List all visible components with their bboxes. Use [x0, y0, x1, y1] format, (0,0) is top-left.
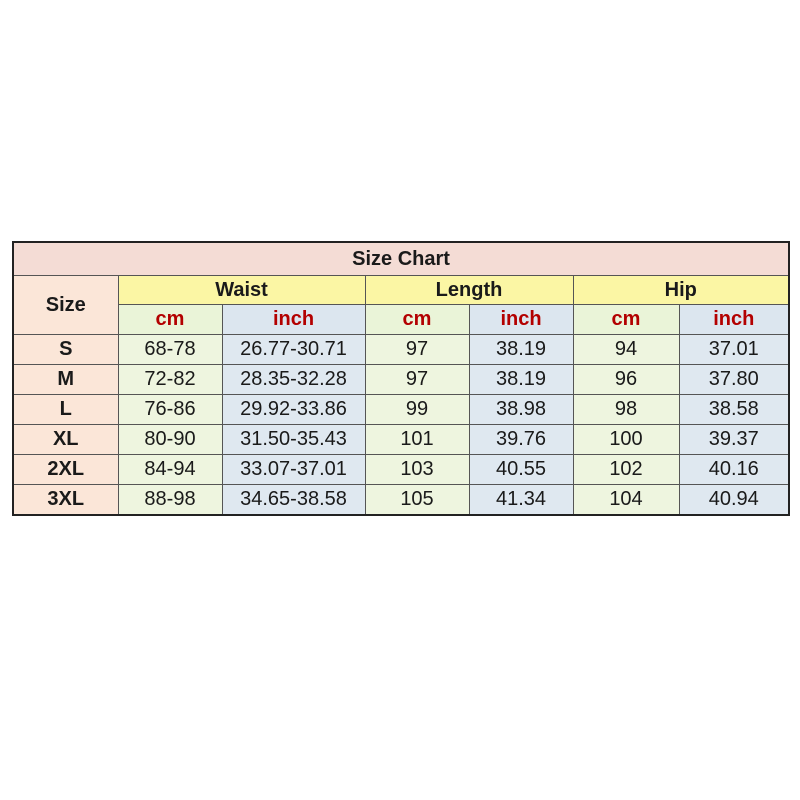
length-inch-value: 39.76 — [469, 425, 573, 455]
length-inch-header: inch — [469, 305, 573, 335]
hip-inch-header: inch — [679, 305, 789, 335]
hip-cm-value: 94 — [573, 335, 679, 365]
waist-cm-value: 88-98 — [118, 485, 222, 516]
length-cm-value: 103 — [365, 455, 469, 485]
waist-inch-value: 29.92-33.86 — [222, 395, 365, 425]
length-inch-value: 41.34 — [469, 485, 573, 516]
length-cm-value: 101 — [365, 425, 469, 455]
waist-inch-value: 34.65-38.58 — [222, 485, 365, 516]
length-inch-value: 40.55 — [469, 455, 573, 485]
length-inch-value: 38.19 — [469, 365, 573, 395]
length-header: Length — [365, 276, 573, 305]
waist-inch-value: 31.50-35.43 — [222, 425, 365, 455]
size-label: S — [13, 335, 118, 365]
size-column-header: Size — [13, 276, 118, 335]
size-row-s — [13, 335, 789, 365]
length-inch-value: 38.19 — [469, 335, 573, 365]
unit-header-row — [13, 305, 789, 335]
length-inch-value: 38.98 — [469, 395, 573, 425]
size-row-xl — [13, 425, 789, 455]
waist-cm-header: cm — [118, 305, 222, 335]
waist-inch-value: 28.35-32.28 — [222, 365, 365, 395]
size-label: 2XL — [13, 455, 118, 485]
hip-inch-value: 40.94 — [679, 485, 789, 516]
length-cm-header: cm — [365, 305, 469, 335]
size-row-2xl — [13, 455, 789, 485]
size-label: 3XL — [13, 485, 118, 516]
hip-cm-value: 104 — [573, 485, 679, 516]
waist-header: Waist — [118, 276, 365, 305]
hip-cm-value: 96 — [573, 365, 679, 395]
waist-inch-value: 26.77-30.71 — [222, 335, 365, 365]
size-label: L — [13, 395, 118, 425]
size-row-m — [13, 365, 789, 395]
length-cm-value: 97 — [365, 335, 469, 365]
waist-cm-value: 72-82 — [118, 365, 222, 395]
hip-cm-value: 102 — [573, 455, 679, 485]
waist-cm-value: 80-90 — [118, 425, 222, 455]
size-row-3xl — [13, 485, 789, 516]
chart-title: Size Chart — [13, 242, 789, 276]
size-label: XL — [13, 425, 118, 455]
waist-cm-value: 68-78 — [118, 335, 222, 365]
group-header-row — [13, 276, 789, 305]
waist-inch-value: 33.07-37.01 — [222, 455, 365, 485]
hip-inch-value: 37.80 — [679, 365, 789, 395]
hip-inch-value: 38.58 — [679, 395, 789, 425]
waist-cm-value: 84-94 — [118, 455, 222, 485]
size-row-l — [13, 395, 789, 425]
hip-inch-value: 40.16 — [679, 455, 789, 485]
waist-inch-header: inch — [222, 305, 365, 335]
waist-cm-value: 76-86 — [118, 395, 222, 425]
title-row — [13, 242, 789, 276]
hip-cm-value: 98 — [573, 395, 679, 425]
size-label: M — [13, 365, 118, 395]
length-cm-value: 105 — [365, 485, 469, 516]
hip-header: Hip — [573, 276, 789, 305]
hip-inch-value: 39.37 — [679, 425, 789, 455]
hip-cm-header: cm — [573, 305, 679, 335]
hip-cm-value: 100 — [573, 425, 679, 455]
length-cm-value: 97 — [365, 365, 469, 395]
hip-inch-value: 37.01 — [679, 335, 789, 365]
size-chart-table — [12, 241, 790, 516]
length-cm-value: 99 — [365, 395, 469, 425]
